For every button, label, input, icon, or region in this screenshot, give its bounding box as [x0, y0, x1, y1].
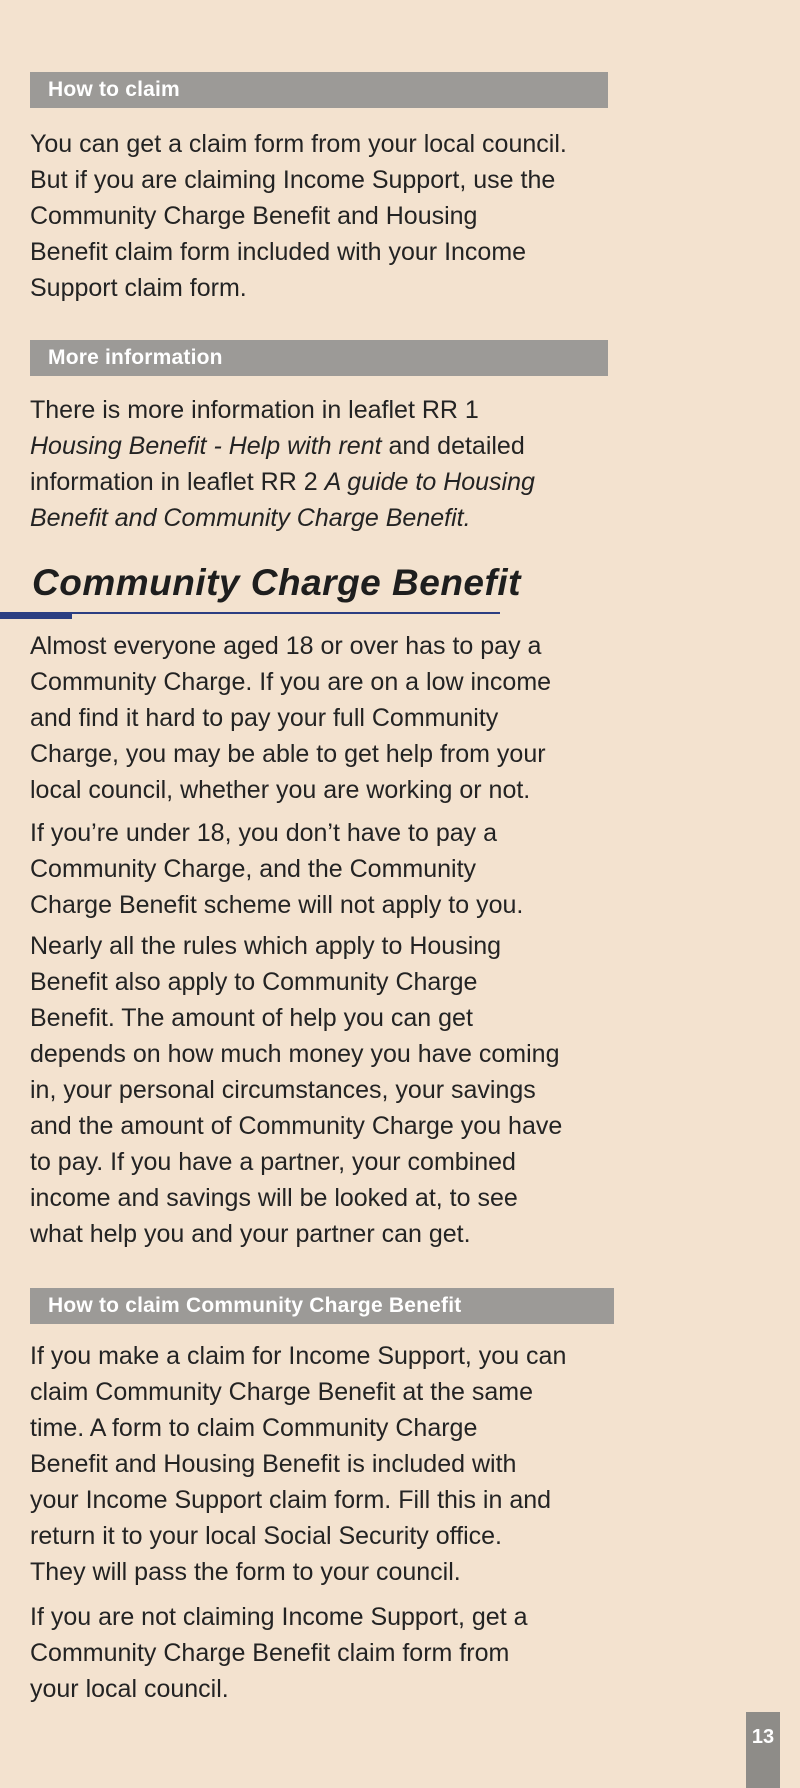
- text-line: Benefit claim form included with your Income: [30, 238, 527, 266]
- text-line: income and savings will be looked at, to see: [30, 1184, 518, 1212]
- how-to-claim-ccb-heading: How to claim Community Charge Benefit: [30, 1288, 614, 1324]
- leaflet-rr2-title: A guide to Housing: [324, 468, 535, 496]
- text-line: and find it hard to pay your full Community: [30, 704, 499, 732]
- text-line: time. A form to claim Community Charge: [30, 1414, 478, 1442]
- text-line: Charge, you may be able to get help from your: [30, 740, 546, 768]
- text-line: information in leaflet RR 2: [30, 468, 325, 496]
- ccb-paragraph-2: [30, 815, 620, 923]
- text-line: Community Charge. If you are on a low income: [30, 668, 552, 696]
- text-line: Support claim form.: [30, 274, 247, 302]
- text-line: Benefit and Housing Benefit is included with: [30, 1450, 517, 1478]
- text-line: Charge Benefit scheme will not apply to you.: [30, 891, 524, 919]
- ccb-paragraph-1: [30, 628, 620, 808]
- how-to-claim-ccb-paragraph-2: [30, 1599, 620, 1707]
- text-line: Community Charge Benefit claim form from: [30, 1639, 510, 1667]
- leaflet-rr2-title-cont: Benefit and Community Charge Benefit.: [30, 504, 471, 532]
- text-line: You can get a claim form from your local council.: [30, 130, 567, 158]
- text-line: your Income Support claim form. Fill this in and: [30, 1486, 552, 1514]
- text-line: and detailed: [381, 432, 525, 460]
- how-to-claim-text: [30, 126, 620, 306]
- text-line: If you make a claim for Income Support, you can: [30, 1342, 567, 1370]
- leaflet-rr1-title: Housing Benefit - Help with rent: [30, 432, 382, 460]
- text-line: Nearly all the rules which apply to Housing: [30, 932, 502, 960]
- text-line: claim Community Charge Benefit at the same: [30, 1378, 533, 1406]
- more-information-text: [30, 392, 620, 536]
- text-line: They will pass the form to your council.: [30, 1558, 461, 1586]
- text-line: your local council.: [30, 1675, 229, 1703]
- text-line: depends on how much money you have coming: [30, 1040, 560, 1068]
- text-line: to pay. If you have a partner, your combined: [30, 1148, 516, 1176]
- ccb-paragraph-3: [30, 928, 620, 1252]
- text-line: local council, whether you are working or not.: [30, 776, 531, 804]
- section-title: Community Charge Benefit: [32, 562, 521, 603]
- text-line: Benefit also apply to Community Charge: [30, 968, 478, 996]
- text-line: But if you are claiming Income Support, use the: [30, 166, 556, 194]
- more-information-heading: More information: [30, 340, 608, 376]
- text-line: Community Charge, and the Community: [30, 855, 477, 883]
- text-line: If you are not claiming Income Support, get a: [30, 1603, 528, 1631]
- text-line: There is more information in leaflet RR 1: [30, 396, 479, 424]
- text-line: Almost everyone aged 18 or over has to pay a: [30, 632, 542, 660]
- title-underline-tab: [0, 612, 72, 619]
- how-to-claim-ccb-paragraph-1: [30, 1338, 620, 1590]
- text-line: Benefit. The amount of help you can get: [30, 1004, 473, 1032]
- page-number: 13: [746, 1712, 780, 1788]
- text-line: in, your personal circumstances, your savings: [30, 1076, 536, 1104]
- text-line: If you’re under 18, you don’t have to pay a: [30, 819, 497, 847]
- text-line: return it to your local Social Security office.: [30, 1522, 502, 1550]
- text-line: what help you and your partner can get.: [30, 1220, 471, 1248]
- text-line: Community Charge Benefit and Housing: [30, 202, 478, 230]
- title-underline: [0, 612, 500, 614]
- text-line: and the amount of Community Charge you have: [30, 1112, 563, 1140]
- how-to-claim-heading: How to claim: [30, 72, 608, 108]
